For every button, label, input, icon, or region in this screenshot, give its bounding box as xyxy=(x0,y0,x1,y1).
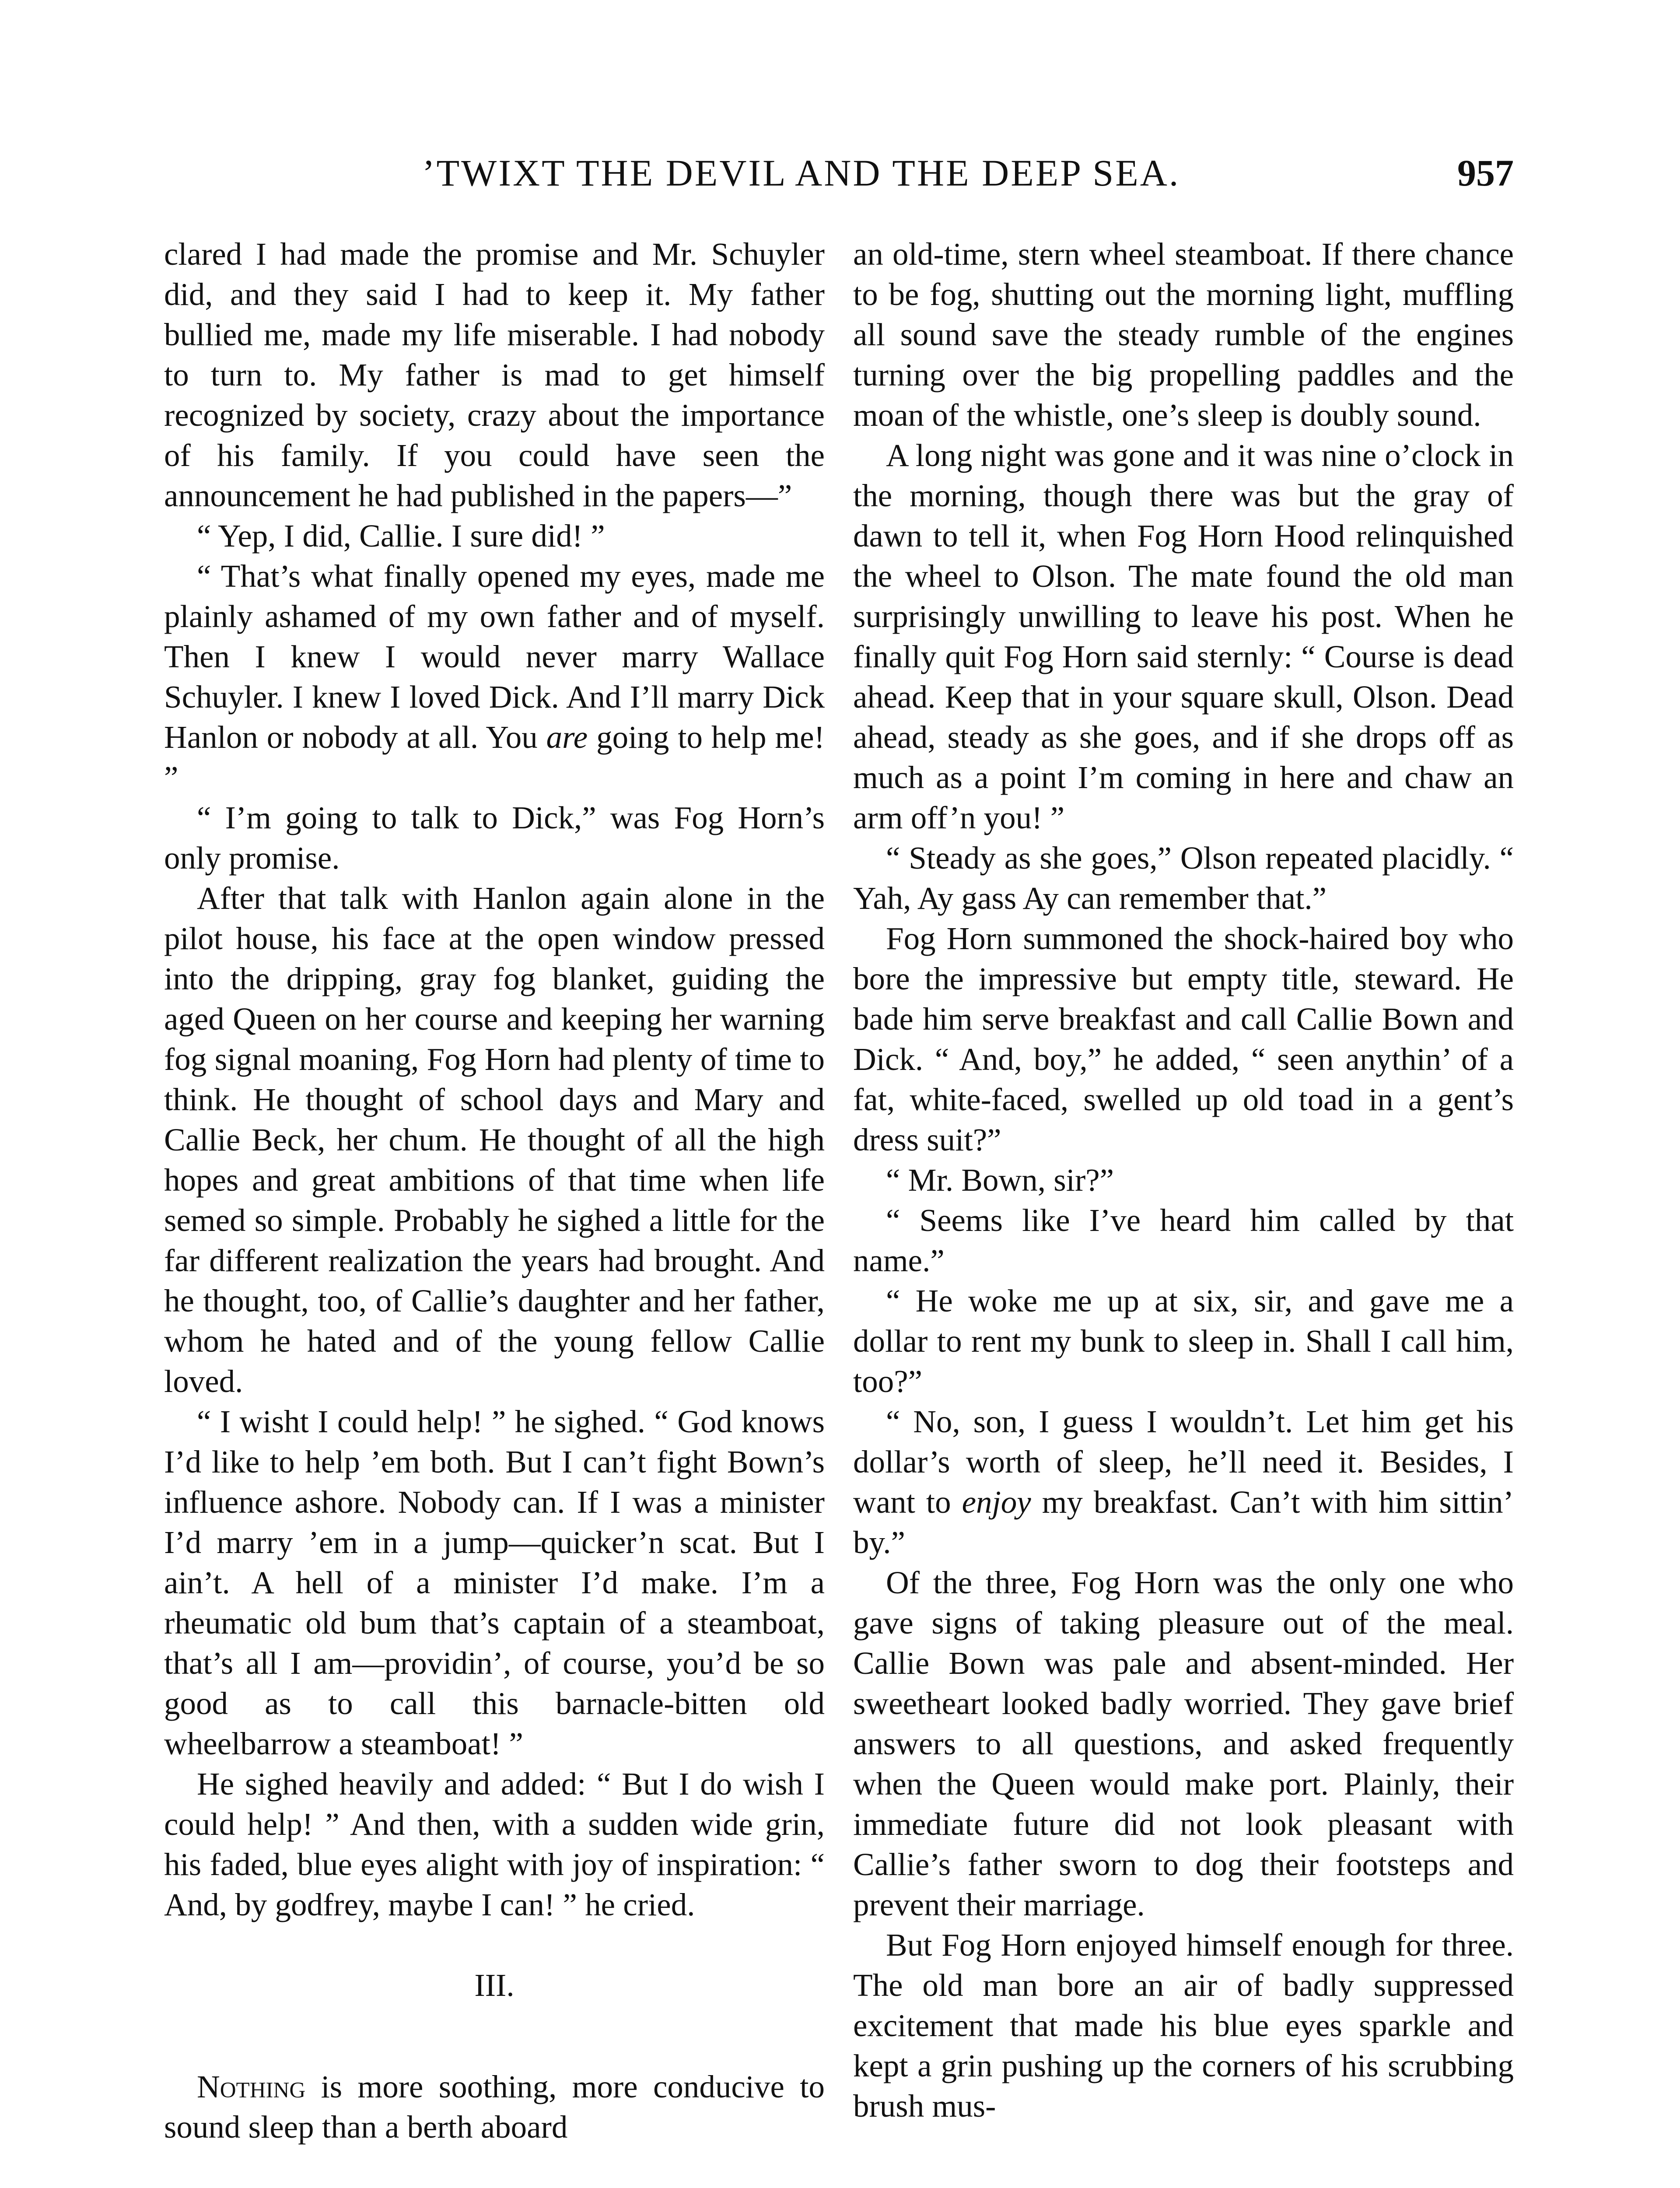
emphasis: enjoy xyxy=(962,1484,1031,1520)
page-header xyxy=(164,149,1514,206)
right-column xyxy=(853,234,1514,2126)
section-heading: III. xyxy=(474,1967,514,2003)
paragraph xyxy=(853,1402,1514,1563)
text-run: going to help me! ” xyxy=(164,719,825,795)
paragraph: “ He woke me up at six, sir, and gave me a dollar to rent my bunk to sleep in. Shall I call him, too?” xyxy=(853,1283,1514,1399)
paragraph: “ Seems like I’ve heard him called by that name.” xyxy=(853,1203,1514,1278)
paragraph: Fog Horn summoned the shock-haired boy who bore the impressive but empty title, steward. He bade him serve breakfast and call Callie Bown and Dick. “ And, boy,” he added, “ seen anythin’ of a fat, white-faced, swelled up old toad in a gent’s dress suit?” xyxy=(853,921,1514,1157)
text-run: “ No, son, I guess I wouldn’t. Let him get his dollar’s worth of sleep, he’ll need it. Besides, I want to xyxy=(853,1404,1514,1520)
paragraph: A long night was gone and it was nine o’clock in the morning, though there was but the gray of dawn to tell it, when Fog Horn Hood relinquished the wheel to Olson. The mate found the old man surprisingly unwilling to leave his post. When he finally quit Fog Horn said sternly: “ Course is dead ahead. Keep that in your square skull, Olson. Dead ahead, steady as she goes, and if she drops off as much as a point I’m coming in here and chaw an arm off’n you! ” xyxy=(853,438,1514,835)
paragraph: But Fog Horn enjoyed himself enough for three. The old man bore an air of badly suppressed excitement that made his blue eyes sparkle and kept a grin pushing up the corners of his scrubbing brush mus- xyxy=(853,1927,1514,2124)
text-run: “ That’s what finally opened my eyes, made me plainly ashamed of my own father and of myself. Then I knew I would never marry Wallace Schuyler. I knew I loved Dick. And I’ll marry Dick Hanlon or nobody at all. You xyxy=(164,558,825,755)
paragraph: He sighed heavily and added: “ But I do wish I could help! ” And then, with a sudden wide grin, his faded, blue eyes alight with joy of inspiration: “ And, by godfrey, maybe I can! ” he cried. xyxy=(164,1766,825,1922)
paragraph: “ I wisht I could help! ” he sighed. “ God knows I’d like to help ’em both. But I can’t fight Bown’s influence ashore. Nobody can. If I was a minister I’d marry ’em in a jump—quicker’n scat. But I ain’t. A hell of a minister I’d make. I’m a rheumatic old bum that’s captain of a steamboat, that’s all I am—providin’, of course, you’d be so good as to call this barnacle-bitten old wheelbarrow a steamboat! ” xyxy=(164,1404,825,1761)
paragraph: clared I had made the promise and Mr. Schuyler did, and they said I had to keep it. My father bullied me, made my life miserable. I had nobody to turn to. My father is mad to get himself recognized by society, crazy about the importance of his family. If you could have seen the announcement he had published in the papers—” xyxy=(164,236,825,513)
emphasis: are xyxy=(546,719,588,755)
text-run: my breakfast. Can’t with him sittin’ by.” xyxy=(853,1484,1514,1560)
paragraph xyxy=(164,556,825,798)
running-title: ’TWIXT THE DEVIL AND THE DEEP SEA. xyxy=(422,152,1180,194)
paragraph: an old-time, stern wheel steamboat. If there chance to be fog, shutting out the morning light, muffling all sound save the steady rumble of the engines turning over the big propelling paddles and the moan of the whistle, one’s sleep is doubly sound. xyxy=(853,236,1514,433)
paragraph: “ I’m going to talk to Dick,” was Fog Horn’s only promise. xyxy=(164,800,825,876)
text-run: is more soothing, more conducive to sound sleep than a berth aboard xyxy=(164,2069,825,2145)
paragraph: Of the three, Fog Horn was the only one who gave signs of taking pleasure out of the meal. Callie Bown was pale and absent-minded. Her sweetheart looked badly worried. They gave brief answers to all questions, and asked frequently when the Queen would make port. Plainly, their immediate future did not look pleasant with Callie’s father sworn to dog their footsteps and prevent their marriage. xyxy=(853,1565,1514,1922)
paragraph: “ Yep, I did, Callie. I sure did! ” xyxy=(197,518,605,554)
smallcaps-opening: Nothing xyxy=(197,2069,306,2104)
paragraph: “ Mr. Bown, sir?” xyxy=(886,1162,1114,1198)
paragraph: “ Steady as she goes,” Olson repeated placidly. “ Yah, Ay gass Ay can remember that.” xyxy=(853,840,1514,916)
left-column xyxy=(164,234,825,2147)
paragraph xyxy=(164,2067,825,2147)
paragraph: After that talk with Hanlon again alone in the pilot house, his face at the open window pressed into the dripping, gray fog blanket, guiding the aged Queen on her course and keeping her warning fog signal moaning, Fog Horn had plenty of time to think. He thought of school days and Mary and Callie Beck, her chum. He thought of all the high hopes and great ambitions of that time when life semed so simple. Probably he sighed a little for the far different realization the years had brought. And he thought, too, of Callie’s daughter and her father, whom he hated and of the young fellow Callie loved. xyxy=(164,880,825,1399)
page-number: 957 xyxy=(1457,152,1514,194)
